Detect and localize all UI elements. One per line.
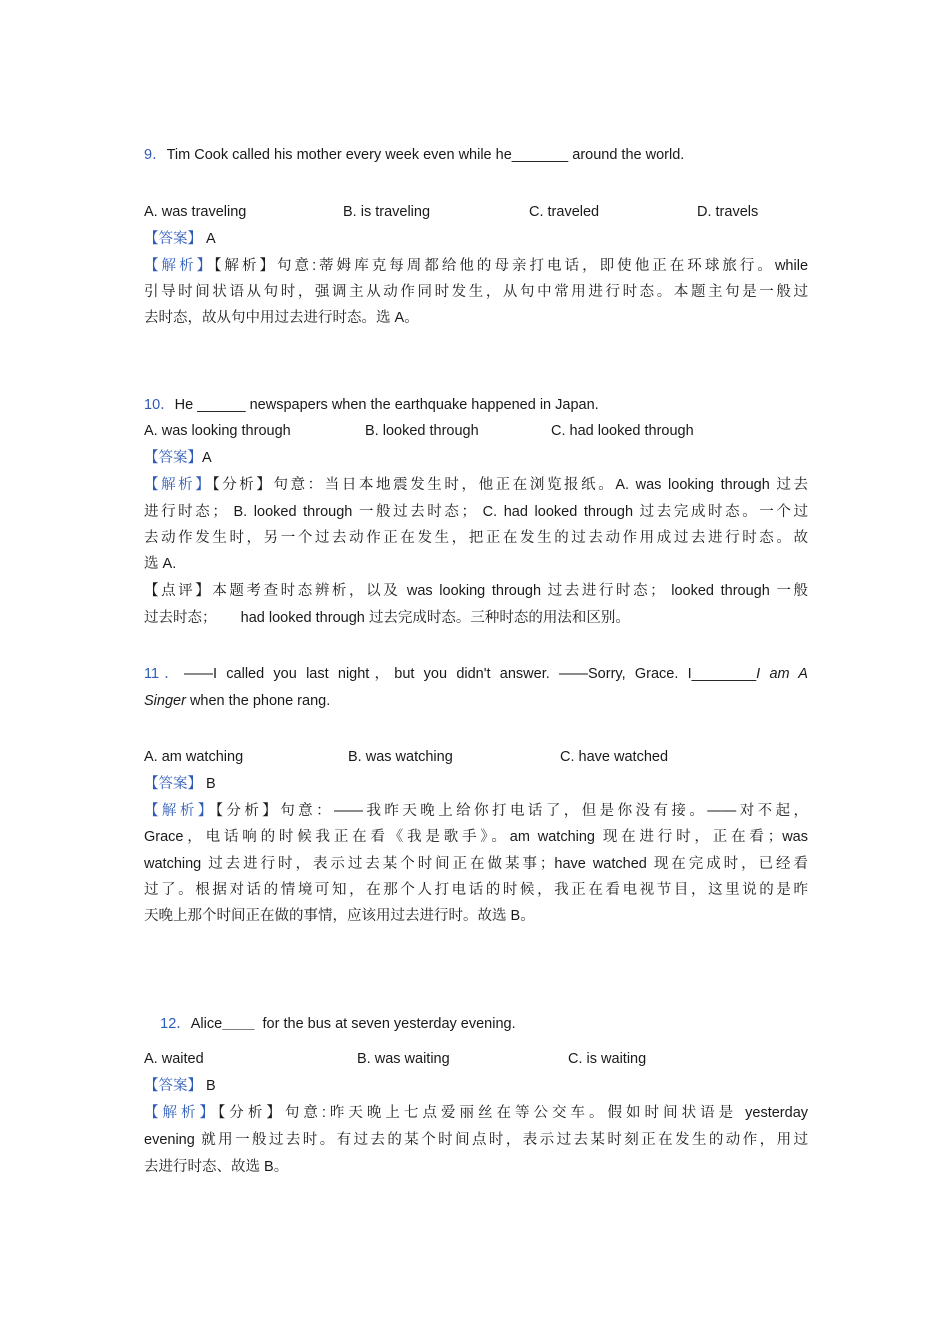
question-number: 11． xyxy=(144,666,185,682)
option-c: C. had looked through xyxy=(551,423,694,439)
option-c: C. is waiting xyxy=(568,1051,647,1067)
question-9-options xyxy=(144,201,808,223)
question-11-analysis-line: 天晚上那个时间正在做的事情，应该用过去进行时。故选 B。 xyxy=(144,908,535,924)
question-10-analysis-line: 去动作发生时，另一个过去动作正在发生，把正在发生的过去动作用成过去进行时态。故 xyxy=(144,530,808,546)
question-text: Alice xyxy=(190,1016,223,1032)
question-10-stem xyxy=(144,394,808,416)
option-a: A. waited xyxy=(144,1051,204,1067)
question-11-analysis-line: watching 过去进行时，表示过去某个时间正在做某事；have watched 现在完成时，已经看 xyxy=(144,856,808,872)
question-9-analysis-line: 去时态，故从句中用过去进行时态。选 A。 xyxy=(144,310,419,326)
question-text: for the bus at seven yesterday evening. xyxy=(254,1016,516,1032)
answer-tag: 【答案】 xyxy=(144,231,202,247)
question-10-analysis-line: 进行时态； B. looked through 一般过去时态； C. had looked through 过去完成时态。一个过 xyxy=(144,504,808,520)
answer-blank: ____ xyxy=(222,1016,255,1032)
analysis-tag: 【解析】 xyxy=(144,803,216,819)
question-italic-title: Singer xyxy=(144,693,186,709)
option-d: D. travels xyxy=(697,204,759,220)
analysis-text: 【解析】句意:蒂姆库克每周都给他的母亲打电话，即使他正在环球旅行。while xyxy=(214,258,809,274)
question-10-analysis-line: 选 A. xyxy=(144,556,177,572)
question-text: He ______ newspapers when the earthquake happened in Japan. xyxy=(174,397,599,413)
option-b: B. was waiting xyxy=(357,1051,450,1067)
question-11-analysis-line: 过了。根据对话的情境可知，在那个人打电话的时候，我正在看电视节目，这里说的是昨 xyxy=(144,882,808,898)
answer-tag: 【答案】 xyxy=(144,1078,202,1094)
option-a: A. was traveling xyxy=(144,204,247,220)
option-c: C. have watched xyxy=(560,749,669,765)
question-9-analysis-line xyxy=(144,255,808,277)
question-text: when the phone rang. xyxy=(185,693,331,709)
question-number: 9． xyxy=(144,147,167,163)
answer-tag: 【答案】 xyxy=(144,450,202,466)
option-b: B. is traveling xyxy=(343,204,431,220)
answer-value: B xyxy=(206,776,216,792)
question-11-analysis-line: Grace，电话响的时候我正在看《我是歌手》。am watching 现在进行时，正在看；was xyxy=(144,829,808,845)
question-11-answer xyxy=(144,773,808,795)
answer-value: A xyxy=(202,450,212,466)
answer-tag: 【答案】 xyxy=(144,776,202,792)
question-10-comment-line: 过去时态； had looked through 过去完成时态。三种时态的用法和区别。 xyxy=(144,610,630,626)
question-9-answer xyxy=(144,228,808,250)
analysis-text: 【分析】句意：当日本地震发生时，他正在浏览报纸。A. was looking through 过去 xyxy=(212,477,809,493)
analysis-text: 【分析】句意：——我昨天晚上给你打电话了，但是你没有接。——对不起， xyxy=(215,803,809,819)
question-10-answer xyxy=(144,447,808,469)
question-12-analysis-line: 去进行时态、故选 B。 xyxy=(144,1159,289,1175)
question-number: 10． xyxy=(144,397,175,413)
question-12-analysis-line: evening 就用一般过去时。有过去的某个时间点时，表示过去某时刻正在发生的动作，用过 xyxy=(144,1132,808,1148)
analysis-tag: 【解析】 xyxy=(144,477,213,493)
answer-value: A xyxy=(206,231,216,247)
question-11-stem xyxy=(144,663,808,685)
question-10-analysis-line xyxy=(144,474,808,496)
option-a: A. am watching xyxy=(144,749,244,765)
question-11-options xyxy=(144,746,808,768)
analysis-text: 【分析】句意:昨天晚上七点爱丽丝在等公交车。假如时间状语是 yesterday xyxy=(218,1105,809,1121)
option-b: B. looked through xyxy=(365,423,479,439)
option-c: C. traveled xyxy=(529,204,600,220)
option-a: A. was looking through xyxy=(144,423,291,439)
question-9-stem xyxy=(144,144,808,166)
question-text: ——I called you last night，but you didn't answer. ——Sorry, Grace. I________ xyxy=(184,666,757,682)
option-b: B. was watching xyxy=(348,749,453,765)
question-text: Tim Cook called his mother every week even while he_______ around the world. xyxy=(166,147,685,163)
question-number: 12． xyxy=(160,1016,191,1032)
question-9-analysis-line: 引导时间状语从句时，强调主从动作同时发生，从句中常用进行时态。本题主句是一般过 xyxy=(144,284,808,300)
question-11-analysis-line xyxy=(144,800,808,822)
question-10-comment-line: 【点评】本题考查时态辨析，以及 was looking through 过去进行时态； looked through 一般 xyxy=(144,583,808,599)
question-12-answer xyxy=(144,1075,808,1097)
question-12-options xyxy=(144,1048,808,1070)
analysis-tag: 【解析】 xyxy=(144,1105,219,1121)
answer-value: B xyxy=(206,1078,216,1094)
question-12-stem xyxy=(144,991,808,1032)
analysis-tag: 【解析】 xyxy=(144,258,215,274)
question-10-options xyxy=(144,420,808,442)
question-11-stem-cont xyxy=(144,690,808,712)
question-italic-title: I am A xyxy=(756,666,808,682)
question-12-analysis-line xyxy=(144,1102,808,1124)
